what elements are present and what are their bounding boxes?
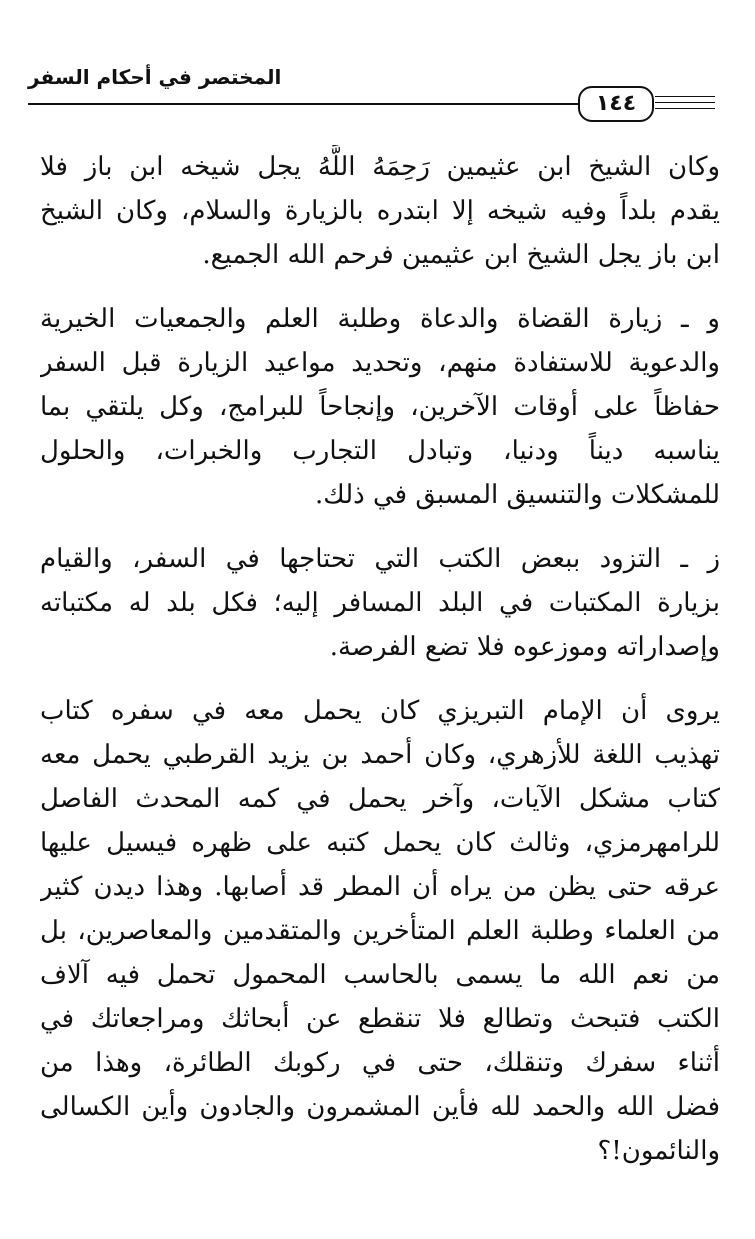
text-line: للمشكلات والتنسيق المسبق في ذلك. [315,480,720,510]
text-line: وإصداراته وموزعوه فلا تضع الفرصة. [329,632,720,662]
paragraph [40,297,720,517]
paragraph [40,145,720,277]
text-line: من نعم الله ما يسمى بالحاسب المحمول تحمل فيه آلاف [40,960,720,990]
text-line: يقدم بلداً وفيه شيخه إلا ابتدره بالزيارة والسلام، وكان الشيخ [40,196,720,226]
text-line: والدعوية للاستفادة منهم، وتحديد مواعيد الزيارة قبل السفر [40,348,720,378]
text-line: من العلماء وطلبة العلم المتأخرين والمتقدمين والمعاصرين، بل [40,916,720,946]
text-line: بزيارة المكتبات في البلد المسافر إليه؛ فكل بلد له مكتباته [40,588,720,618]
text-line: و ـ زيارة القضاة والدعاة وطلبة العلم والجمعيات الخيرية [40,304,720,334]
paragraph [40,689,720,1173]
header-rule [28,103,578,105]
text-line: ز ـ التزود ببعض الكتب التي تحتاجها في السفر، والقيام [40,544,720,574]
body-text [40,145,720,1173]
text-line: للرامهرمزي، وثالث كان يحمل كتبه على ظهره فيسيل عليها [40,828,720,858]
header-ornament [655,96,715,110]
text-line: فضل الله والحمد لله فأين المشمرون والجادون وأين الكسالى [40,1092,720,1122]
text-line: عرقه حتى يظن من يراه أن المطر قد أصابها. وهذا ديدن كثير [40,872,720,902]
text-line: كتاب مشكل الآيات، وآخر يحمل في كمه المحدث الفاصل [40,784,720,814]
text-line: وكان الشيخ ابن عثيمين رَحِمَهُ اللَّهُ يجل شيخه ابن باز فلا [40,152,720,182]
page-number: ١٤٤ [578,86,654,122]
text-line: يروى أن الإمام التبريزي كان يحمل معه في سفره كتاب [40,696,720,726]
text-line: والنائمون!؟ [597,1136,720,1166]
text-line: تهذيب اللغة للأزهري، وكان أحمد بن يزيد القرطبي يحمل معه [40,740,720,770]
text-line: يناسبه ديناً ودنيا، وتبادل التجارب والخبرات، والحلول [40,436,720,466]
text-line: حفاظاً على أوقات الآخرين، وإنجاحاً للبرامج، وكل يلتقي بما [40,392,720,422]
text-line: الكتب فتبحث وتطالع فلا تنقطع عن أبحاثك ومراجعاتك في [40,1004,720,1034]
running-header-title: المختصر في أحكام السفر [28,65,282,89]
paragraph [40,537,720,669]
text-line: ابن باز يجل الشيخ ابن عثيمين فرحم الله الجميع. [202,240,720,270]
text-line: أثناء سفرك وتنقلك، حتى في ركوبك الطائرة، وهذا من [40,1048,720,1078]
